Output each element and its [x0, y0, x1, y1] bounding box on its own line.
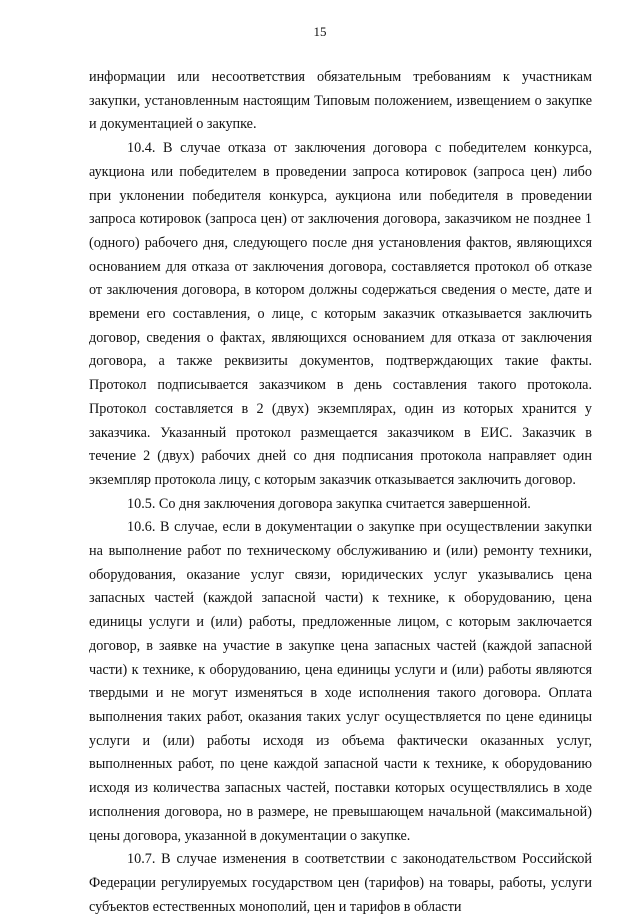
paragraph-10-5: 10.5. Со дня заключения договора закупка считается завершенной.: [127, 495, 531, 512]
paragraph-10-4: 10.4. В случае отказа от заключения договора с победителем конкурса, аукциона или победителем в проведении запроса котировок (запроса цен) либо при уклонении победителя конкурса, аукциона или победителя в проведении запроса котировок (запроса цен) от заключения договора, заказчиком не позднее 1 (одного) рабочего дня, следующего после дня установления фактов, являющихся основанием для отказа от заключения договора, составляется протокол об отказе от заключения договора, в котором должны содержаться сведения о месте, дате и времени его составления, о лице, с которым заказчик отказывается заключить договор, сведения о фактах, являющихся основанием для отказа от заключения договора, а также реквизиты документов, подтверждающих такие факты. Протокол подписывается заказчиком в день составления такого протокола. Протокол составляется в 2 (двух) экземплярах, один из которых хранится у заказчика. Указанный протокол размещается заказчиком в ЕИС. Заказчик в течение 2 (двух) рабочих дней со дня подписания протокола направляет один экземпляр протокола лицу, с которым заказчик отказывается заключить договор.: [89, 140, 592, 488]
paragraph-10-7: 10.7. В случае изменения в соответствии с законодательством Российской Федерации регулируемых государством цен (тарифов) на товары, работы, услуги субъектов естественных монополий, цен и тарифов в области: [89, 851, 592, 915]
document-body: [89, 66, 592, 919]
paragraph-continuation: информации или несоответствия обязательным требованиям к участникам закупки, установленным настоящим Типовым положением, извещением о закупке и документацией о закупке.: [89, 69, 592, 133]
paragraph-10-6: 10.6. В случае, если в документации о закупке при осуществлении закупки на выполнение работ по техническому обслуживанию и (или) ремонту техники, оборудования, оказание услуг связи, юридических услуг указывались цена запасных частей (каждой запасной части) к технике, к оборудованию, цена единицы услуги и (или) работы, предложенные лицом, с которым заключается договор, в заявке на участие в закупке цена запасных частей (каждой запасной части) к технике, к оборудованию, цена единицы услуги и (или) работы являются твердыми и не могут изменяться в ходе исполнения такого договора. Оплата выполнения таких работ, оказания таких услуг осуществляется по цене единицы услуги и (или) работы исходя из объема фактически оказанных услуг, выполненных работ, по цене каждой запасной части к технике, к оборудованию исходя из количества запасных частей, поставки которых осуществлялись в ходе исполнения договора, но в размере, не превышающем начальной (максимальной) цены договора, указанной в документации о закупке.: [89, 519, 592, 844]
page-number: 15: [313, 24, 327, 39]
